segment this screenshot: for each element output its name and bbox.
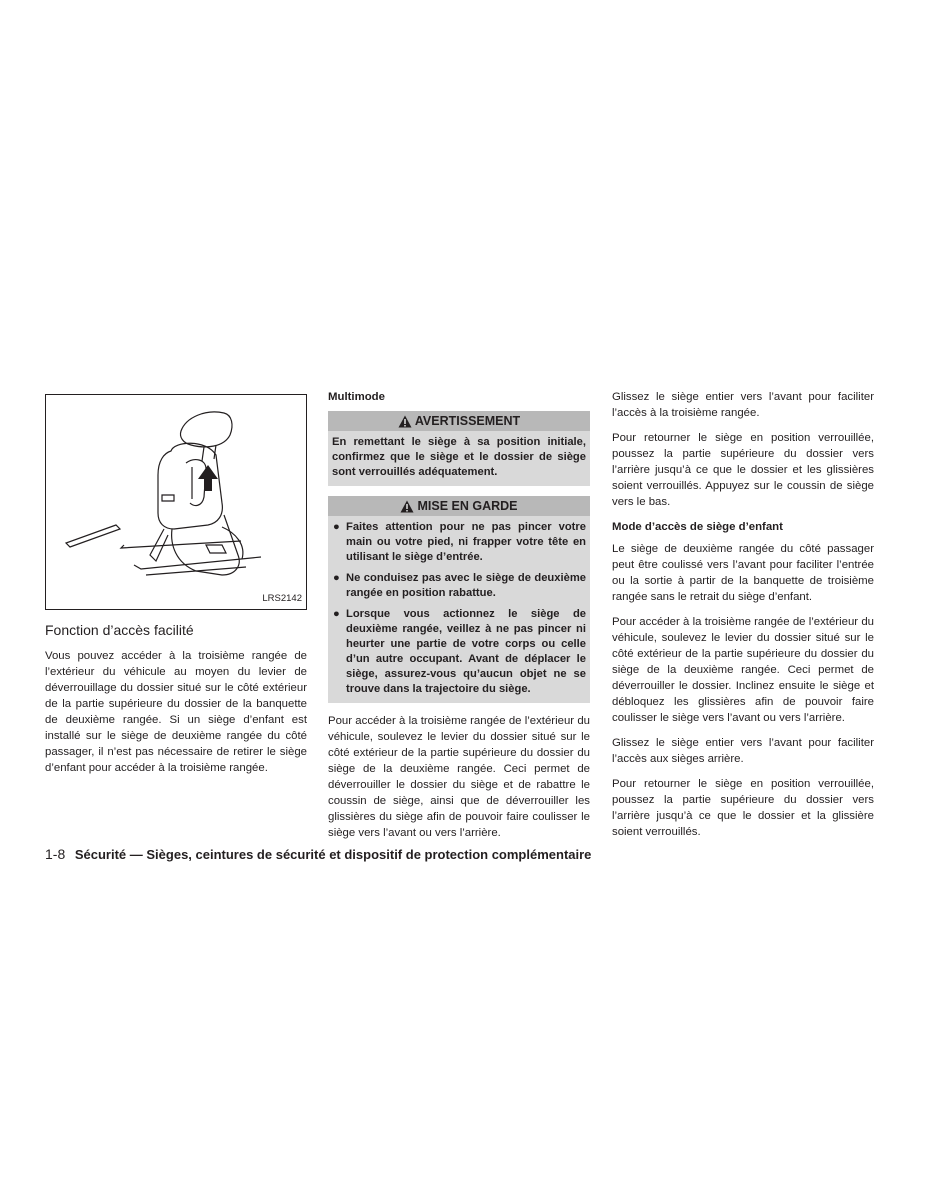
warning-header [328,411,590,431]
caution-header [328,496,590,516]
bullet-icon: ● [333,608,340,620]
bullet-icon: ● [333,572,340,584]
warning-triangle-icon [400,500,414,513]
heading-child-seat-mode: Mode d’accès de siège d’enfant [612,521,783,533]
seat-drawing [46,395,306,609]
warning-box [328,411,590,486]
paragraph: Glissez le siège entier vers l’avant pour faciliter l’accès aux sièges arrière. [612,737,874,765]
paragraph: Pour retourner le siège en position verrouillée, poussez la partie supérieure du dossier vers l’arrière jusqu’à ce que le dossier et les glissières soient verrouillés. Appuyez sur le coussin de siège vers le bas. [612,432,874,508]
chapter-title: Sécurité — Sièges, ceintures de sécurité et dispositif de protection complémentaire [74,847,592,862]
paragraph: Pour accéder à la troisième rangée de l’extérieur du véhicule, soulevez le levier du dossier situé sur le côté extérieur de la partie supérieure du dossier du siège de la deuxième rangée. Ceci permet de déverrouiller le dossier. Inclinez ensuite le siège et débloquez les glissières afin de pouvoir faire coulisser le siège vers l’avant ou vers l’arrière. [612,616,874,724]
column-middle [328,389,590,850]
paragraph: Vous pouvez accéder à la troisième rangée de l’extérieur du véhicule au moyen du levier de déverrouillage du dossier situé sur le côté extérieur de la partie supérieure du dossier de la banquette de deuxième rangée. Si un siège d’enfant est installé sur le siège de deuxième rangée du côté passager, il n’est pas nécessaire de retirer le siège d’enfant pour accéder à la troisième rangée. [45,650,307,774]
caution-title: MISE EN GARDE [417,499,518,513]
list-item: ● Lorsque vous actionnez le siège de deuxième rangée, veillez à ne pas pincer ni heurter une partie de votre corps ou celle d’un autre occupant. Avant de déplacer le siège, assurez-vous qu’aucun objet ne se trouve dans la trajectoire du siège. [333,608,586,695]
up-arrow-icon [198,465,218,491]
paragraph: Pour accéder à la troisième rangée de l’extérieur du véhicule, soulevez le levier du dossier situé sur le côté extérieur de la partie supérieure du dossier du siège de la deuxième rangée. Ceci permet de déverrouiller le dossier du siège et de rabattre le coussin de siège, ainsi que de déverrouiller les glissières du siège afin de pouvoir faire coulisser le siège vers l’avant ou vers l’arrière. [328,715,590,839]
warning-text: En remettant le siège à sa position initiale, confirmez que le siège et le dossier de siège sont verrouillés adéquatement. [332,436,586,478]
page-footer [45,846,591,862]
bullet-icon: ● [333,521,340,533]
figure-code: LRS2142 [262,593,302,604]
list-item: ● Ne conduisez pas avec le siège de deuxième rangée en position rabattue. [333,572,586,599]
caution-body [328,516,590,703]
paragraph: Glissez le siège entier vers l’avant pour faciliter l’accès à la troisième rangée. [612,391,874,419]
caution-box [328,496,590,703]
list-item: ● Faites attention pour ne pas pincer votre main ou votre pied, ni frapper votre tête en utilisant le siège d’entrée. [333,521,586,563]
paragraph: Le siège de deuxième rangée du côté passager peut être coulissé vers l’avant pour faciliter l’entrée ou la sortie à partir de la banquette de troisième rangée sans le retrait du siège d’enfant. [612,543,874,603]
heading-multimode: Multimode [328,391,385,403]
warning-title: AVERTISSEMENT [414,414,521,428]
column-left [45,389,307,785]
page-number: 1-8 [45,846,66,862]
warning-triangle-icon [398,415,412,428]
paragraph: Pour retourner le siège en position verrouillée, poussez la partie supérieure du dossier vers l’arrière jusqu’à ce que le dossier et la glissière soient verrouillés. [612,778,874,838]
seat-illustration [45,394,307,610]
column-right [612,389,874,849]
section-title: Fonction d’accès facilité [45,622,194,638]
